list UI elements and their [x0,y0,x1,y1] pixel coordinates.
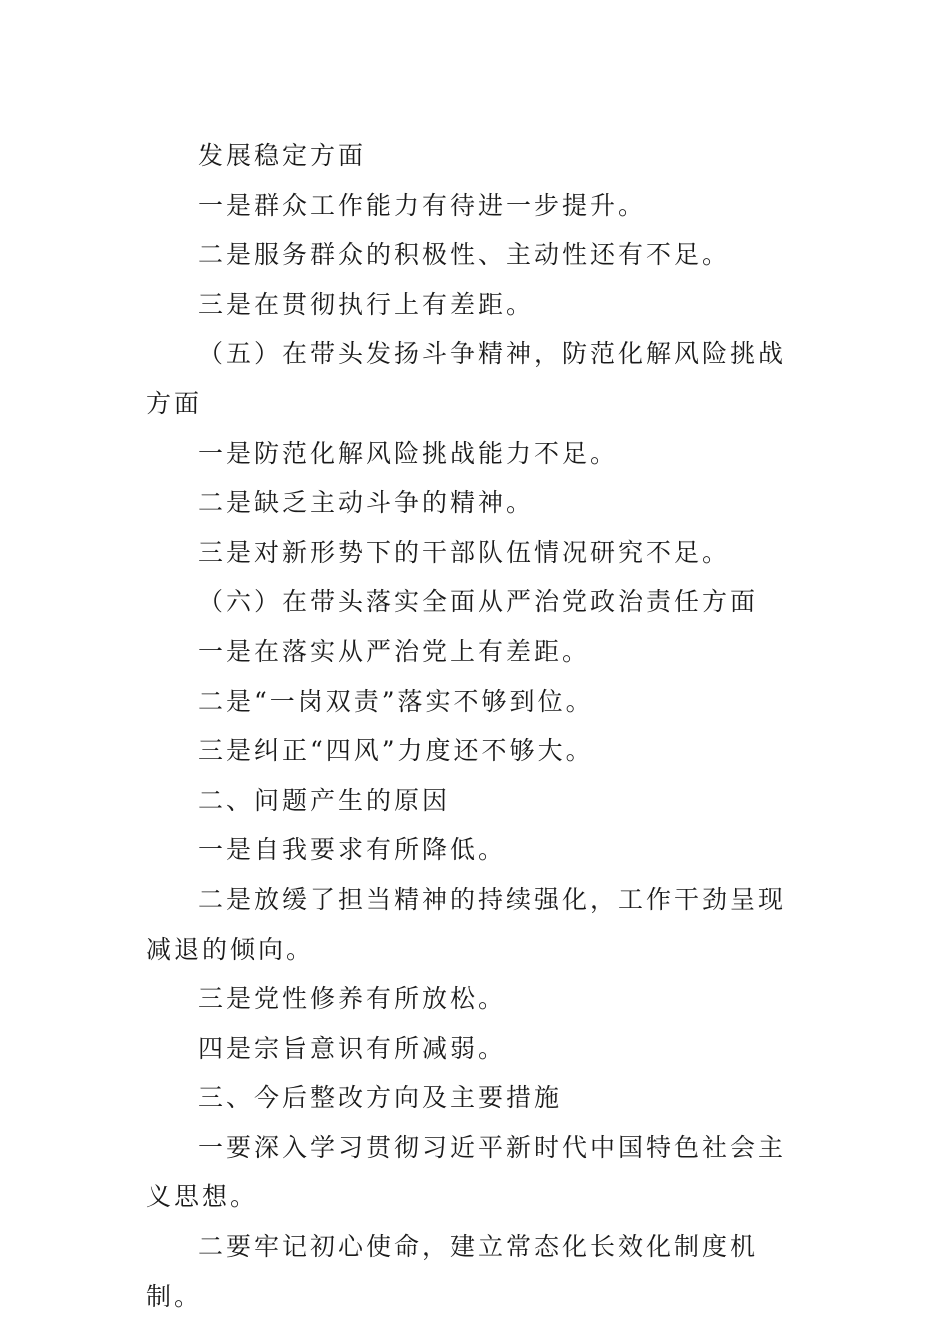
section-heading: 二、问题产生的原因 [198,785,451,815]
paragraph: 四是宗旨意识有所减弱。 [198,1033,507,1063]
section-heading: （六）在带头落实全面从严治党政治责任方面 [198,587,759,617]
paragraph: 二是放缓了担当精神的持续强化，工作干劲呈现减退的倾向。 [146,884,787,964]
paragraph: 三是在贯彻执行上有差距。 [198,289,535,319]
paragraph: 三是纠正“四风”力度还不够大。 [198,736,594,766]
paragraph: 二是“一岗双责”落实不够到位。 [198,686,594,716]
paragraph: 二要牢记初心使命，建立常态化长效化制度机制。 [146,1232,759,1311]
paragraph: 发展稳定方面 [198,141,367,170]
paragraph: 一是群众工作能力有待进一步提升。 [198,190,647,220]
section-heading: 三、今后整改方向及主要措施 [198,1083,563,1113]
document-body [146,131,808,1321]
paragraph: 三是对新形势下的干部队伍情况研究不足。 [198,537,731,567]
paragraph: 二是缺乏主动斗争的精神。 [198,488,535,518]
paragraph: 三是党性修养有所放松。 [198,984,507,1014]
paragraph: 一要深入学习贯彻习近平新时代中国特色社会主义思想。 [146,1132,787,1212]
paragraph: 一是防范化解风险挑战能力不足。 [198,438,619,468]
section-heading: （五）在带头发扬斗争精神，防范化解风险挑战方面 [146,339,787,418]
paragraph: 一是自我要求有所降低。 [198,835,507,865]
paragraph: 二是服务群众的积极性、主动性还有不足。 [198,240,731,270]
paragraph: 一是在落实从严治党上有差距。 [198,636,591,666]
